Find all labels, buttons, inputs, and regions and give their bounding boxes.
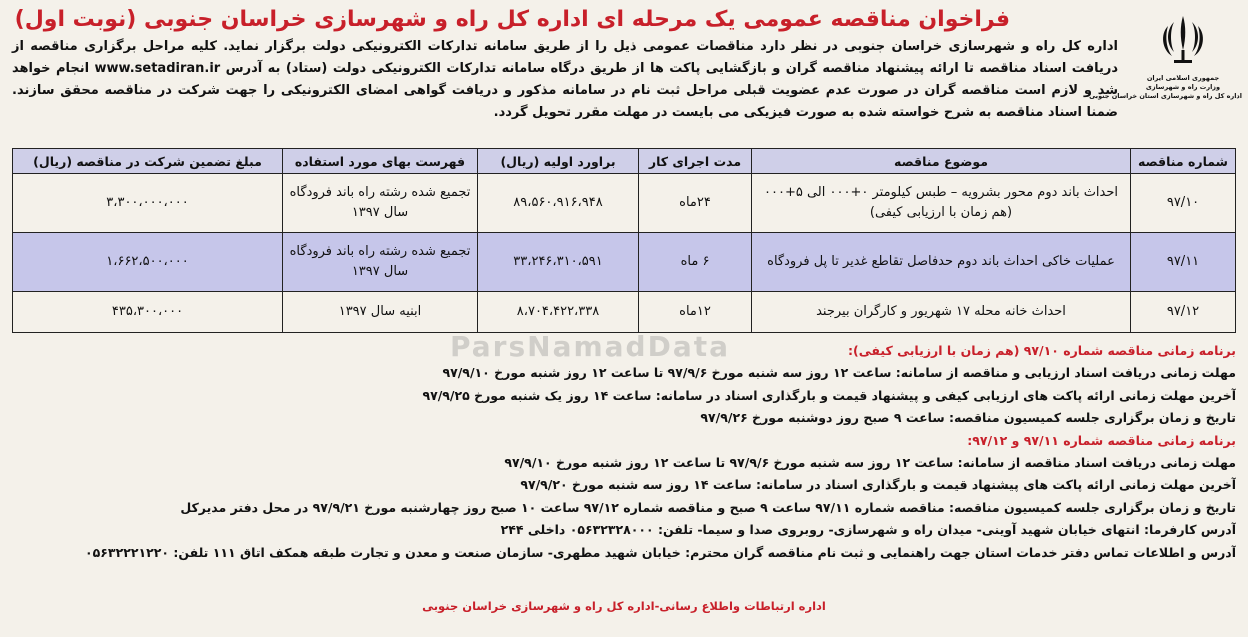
schedule-1-line-3: تاریخ و زمان برگزاری جلسه کمیسیون مناقصه: ساعت ۹ صبح روز دوشنبه مورخ ۹۷/۹/۲۶: [700, 410, 1236, 426]
employer-address: آدرس کارفرما: انتهای خیابان شهید آوینی- میدان راه و شهرسازی- روبروی صدا و سیما- تلفن: ۰۵۶۳۲۳۲۸۰۰۰ داخلی ۲۴۴: [500, 522, 1236, 538]
header-pricelist: فهرست بهای مورد استفاده: [283, 149, 478, 174]
tender-table: [12, 148, 1236, 333]
schedule-2-line-2: آخرین مهلت زمانی ارائه پاکت های پیشنهاد قیمت و بارگذاری اسناد در سامانه: ساعت ۱۴ روز سه شنبه مورخ ۹۷/۹/۲۰: [520, 477, 1236, 493]
cell-subject: احداث باند دوم محور بشرویه – طبس کیلومتر ۰+۰۰۰ الی ۵+۰۰۰ (هم زمان با ارزیابی کیفی): [752, 174, 1131, 233]
cell-pricelist: تجمیع شده رشته راه باند فرودگاه سال ۱۳۹۷: [283, 174, 478, 233]
header-duration: مدت اجرای کار: [639, 149, 752, 174]
cell-number: ۹۷/۱۰: [1131, 174, 1236, 233]
cell-duration: ۱۲ماه: [639, 292, 752, 333]
cell-subject: احداث خانه محله ۱۷ شهریور و کارگران بیرجند: [752, 292, 1131, 333]
header-guarantee: مبلغ تضمین شرکت در مناقصه (ریال): [13, 149, 283, 174]
cell-subject: عملیات خاکی احداث باند دوم حدفاصل تقاطع غدیر تا پل فرودگاه: [752, 233, 1131, 292]
intro-paragraph: اداره کل راه و شهرسازی خراسان جنوبی در نظر دارد مناقصات عمومی ذیل را از طریق سامانه تدارکات الکترونیکی دولت برگزار نماید. کلیه مراحل برگزاری مناقصه از دریافت اسناد مناقصه تا ارائه پیشنهاد مناقصه گران و بازگشایی پاکت ها از طریق درگاه سامانه تدارکات الکترونیکی دولت (ستاد) به آدرس www.setadiran.ir انجام خواهد شد و لازم است مناقصه گران در صورت عدم عضویت قبلی مراحل ثبت نام در سامانه مذکور و دریافت گواهی امضای الکترونیکی را جهت شرکت در مناقصه محقق سازند. ضمنا اسناد مناقصه به شرح خواسته شده به صورت فیزیکی می بایست در مهلت مقرر تحویل گردد.: [12, 39, 1118, 120]
cell-duration: ۲۴ماه: [639, 174, 752, 233]
logo-line-ministry: وزارت راه و شهرسازی: [1145, 83, 1221, 91]
cell-guarantee: ۴۳۵،۳۰۰،۰۰۰: [13, 292, 283, 333]
cell-duration: ۶ ماه: [639, 233, 752, 292]
cell-number: ۹۷/۱۱: [1131, 233, 1236, 292]
watermark: ParsNamadData: [450, 330, 730, 363]
schedule-1-line-2: آخرین مهلت زمانی ارائه پاکت های ارزیابی کیفی و پیشنهاد قیمت و بارگذاری اسناد در سامانه: ساعت ۱۴ روز یک شنبه مورخ ۹۷/۹/۲۵: [422, 387, 1236, 403]
table-row: [13, 233, 1236, 292]
cell-guarantee: ۳،۳۰۰،۰۰۰،۰۰۰: [13, 174, 283, 233]
ministry-logo: [1089, 12, 1242, 134]
cell-pricelist: تجمیع شده رشته راه باند فرودگاه سال ۱۳۹۷: [283, 233, 478, 292]
cell-guarantee: ۱،۶۶۲،۵۰۰،۰۰۰: [13, 233, 283, 292]
schedule-1-title: برنامه زمانی مناقصه شماره ۹۷/۱۰ (هم زمان با ارزیابی کیفی):: [848, 343, 1236, 358]
table-row: [13, 174, 1236, 233]
iran-emblem-icon: [1160, 12, 1206, 74]
cell-number: ۹۷/۱۲: [1131, 292, 1236, 333]
cell-pricelist: ابنیه سال ۱۳۹۷: [283, 292, 478, 333]
schedule-2-title: برنامه زمانی مناقصه شماره ۹۷/۱۱ و ۹۷/۱۲:: [967, 432, 1236, 448]
notice-title: فراخوان مناقصه عمومی یک مرحله ای اداره کل راه و شهرسازی خراسان جنوبی (نوبت اول): [14, 7, 1010, 32]
cell-estimate: ۸،۷۰۴،۴۲۲،۳۳۸: [478, 292, 639, 333]
header-subject: موضوع مناقصه: [752, 149, 1131, 174]
table-row: [13, 292, 1236, 333]
schedule-2-line-3: تاریخ و زمان برگزاری جلسه کمیسیون مناقصه: مناقصه شماره ۹۷/۱۱ ساعت ۹ صبح و مناقصه شماره ۹۷/۱۲ ساعت ۱۰ صبح روز چهارشنبه مورخ ۹۷/۹/۲۱ در محل دفتر مدیرکل: [180, 499, 1236, 515]
header-number: شماره مناقصه: [1131, 149, 1236, 174]
table-header-row: [13, 149, 1236, 174]
header-estimate: براورد اولیه (ریال): [478, 149, 639, 174]
logo-line-office: اداره کل راه و شهرسازی استان خراسان جنوبی: [1089, 92, 1242, 100]
logo-line-country: جمهوری اسلامی ایران: [1146, 74, 1220, 82]
cell-estimate: ۸۹،۵۶۰،۹۱۶،۹۴۸: [478, 174, 639, 233]
footer-credit: اداره ارتباطات واطلاع رسانی-اداره کل راه و شهرسازی خراسان جنوبی: [422, 599, 826, 613]
cell-estimate: ۳۳،۲۴۶،۳۱۰،۵۹۱: [478, 233, 639, 292]
schedule-2-line-1: مهلت زمانی دریافت اسناد مناقصه از سامانه: ساعت ۱۲ روز سه شنبه مورخ ۹۷/۹/۶ تا ساعت ۱۲ روز شنبه مورخ ۹۷/۹/۱۰: [504, 455, 1236, 471]
registration-address: آدرس و اطلاعات تماس دفتر خدمات استان جهت راهنمایی و ثبت نام مناقصه گران محترم: خیابان شهید مطهری- سازمان صنعت و معدن و تجارت طبقه همکف اتاق ۱۱۱ تلفن: ۰۵۶۳۲۲۲۱۲۲۰: [85, 544, 1236, 560]
schedule-section: [12, 340, 1236, 564]
schedule-1-line-1: مهلت زمانی دریافت اسناد ارزیابی و مناقصه از سامانه: ساعت ۱۲ روز سه شنبه مورخ ۹۷/۹/۶ تا ساعت ۱۲ روز شنبه مورخ ۹۷/۹/۱۰: [442, 365, 1236, 381]
